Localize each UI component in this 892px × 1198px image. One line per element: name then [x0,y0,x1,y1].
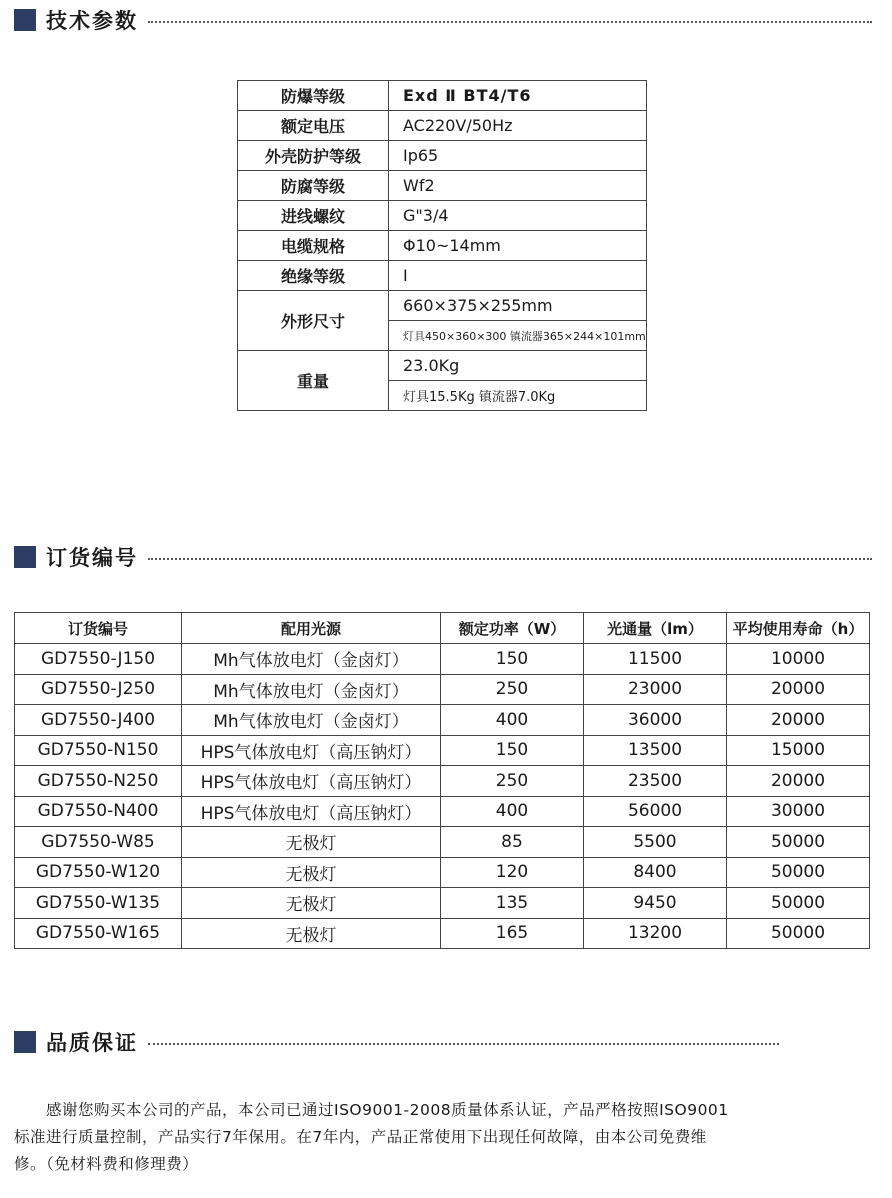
table-cell: 20000 [727,705,870,736]
section-title: 订货编号 [46,546,138,570]
table-row [238,201,647,231]
table-row [15,674,870,705]
spec-label: 进线螺纹 [238,201,389,231]
table-cell: 56000 [584,796,727,827]
dotted-divider [148,558,872,560]
column-header: 配用光源 [182,613,441,644]
table-row [238,351,647,381]
table-cell: 无极灯 [182,888,441,919]
table-row [238,141,647,171]
table-cell: GD7550-J150 [15,644,182,675]
table-row [15,857,870,888]
table-cell: 10000 [727,644,870,675]
table-cell: 250 [441,766,584,797]
table-cell: 20000 [727,674,870,705]
table-cell: 无极灯 [182,918,441,949]
spec-value: Exd Ⅱ BT4/T6 [389,81,647,111]
spec-value: 23.0Kg [389,351,647,381]
table-row [15,827,870,858]
table-cell: GD7550-W120 [15,857,182,888]
spec-label: 外壳防护等级 [238,141,389,171]
spec-value: AC220V/50Hz [389,111,647,141]
spec-label: 防爆等级 [238,81,389,111]
table-cell: 150 [441,644,584,675]
spec-value: Wf2 [389,171,647,201]
quality-line: 修。（免材料费和修理费） [14,1155,199,1173]
table-row [238,81,647,111]
quality-paragraph [14,1097,866,1178]
table-row [15,766,870,797]
table-cell: 250 [441,674,584,705]
table-cell: 400 [441,705,584,736]
spec-label: 电缆规格 [238,231,389,261]
quality-line: 感谢您购买本公司的产品，本公司已通过ISO9001-2008质量体系认证，产品严格按照ISO9001 [14,1101,729,1119]
table-row [15,735,870,766]
table-cell: 无极灯 [182,827,441,858]
spec-value: Ip65 [389,141,647,171]
section-square-icon [14,1031,36,1053]
table-cell: 50000 [727,918,870,949]
table-cell: 50000 [727,888,870,919]
table-cell: 11500 [584,644,727,675]
table-cell: 9450 [584,888,727,919]
spec-value: I [389,261,647,291]
spec-value: Φ10~14mm [389,231,647,261]
table-cell: GD7550-J400 [15,705,182,736]
section-header-order [14,542,872,572]
table-cell: 30000 [727,796,870,827]
table-cell: 8400 [584,857,727,888]
table-cell: GD7550-J250 [15,674,182,705]
dotted-divider [148,21,872,23]
section-title: 技术参数 [46,9,138,33]
section-title: 品质保证 [46,1031,138,1055]
column-header: 光通量（lm） [584,613,727,644]
table-row [238,261,647,291]
table-cell: Mh气体放电灯（金卤灯） [182,705,441,736]
table-row [15,918,870,949]
table-cell: 120 [441,857,584,888]
table-cell: 135 [441,888,584,919]
table-cell: 13200 [584,918,727,949]
spec-label: 绝缘等级 [238,261,389,291]
order-table [14,612,870,949]
table-row [15,705,870,736]
table-cell: GD7550-W135 [15,888,182,919]
table-cell: 50000 [727,827,870,858]
section-header-specs [14,5,872,35]
table-cell: HPS气体放电灯（高压钠灯） [182,766,441,797]
table-cell: GD7550-W165 [15,918,182,949]
table-row [238,231,647,261]
table-row [238,171,647,201]
table-cell: 400 [441,796,584,827]
column-header: 订货编号 [15,613,182,644]
table-cell: 5500 [584,827,727,858]
quality-line: 标准进行质量控制，产品实行7年保用。在7年内，产品正常使用下出现任何故障，由本公司免费维 [14,1128,707,1146]
order-table-body [15,644,870,949]
dotted-divider [148,1043,779,1045]
table-cell: 23000 [584,674,727,705]
table-cell: 165 [441,918,584,949]
table-cell: 50000 [727,857,870,888]
table-cell: 36000 [584,705,727,736]
table-cell: 无极灯 [182,857,441,888]
section-square-icon [14,9,36,31]
table-row [238,111,647,141]
table-cell: GD7550-W85 [15,827,182,858]
table-cell: 13500 [584,735,727,766]
spec-table [237,80,647,411]
table-cell: 23500 [584,766,727,797]
table-cell: GD7550-N250 [15,766,182,797]
column-header: 额定功率（W） [441,613,584,644]
table-cell: 15000 [727,735,870,766]
section-square-icon [14,546,36,568]
table-row [15,888,870,919]
table-cell: 20000 [727,766,870,797]
table-row [15,644,870,675]
table-header-row [15,613,870,644]
spec-value: 660×375×255mm [389,291,647,321]
spec-value: G"3/4 [389,201,647,231]
column-header: 平均使用寿命（h） [727,613,870,644]
spec-detail: 灯具450×360×300 镇流器365×244×101mm [389,321,647,351]
table-row [15,796,870,827]
table-cell: HPS气体放电灯（高压钠灯） [182,796,441,827]
table-cell: Mh气体放电灯（金卤灯） [182,674,441,705]
section-header-quality [14,1027,779,1057]
table-cell: GD7550-N150 [15,735,182,766]
table-cell: 85 [441,827,584,858]
table-cell: GD7550-N400 [15,796,182,827]
table-cell: Mh气体放电灯（金卤灯） [182,644,441,675]
spec-label: 额定电压 [238,111,389,141]
spec-label: 重量 [238,351,389,411]
table-row [238,291,647,321]
spec-detail: 灯具15.5Kg 镇流器7.0Kg [389,381,647,411]
table-cell: 150 [441,735,584,766]
spec-label: 防腐等级 [238,171,389,201]
spec-label: 外形尺寸 [238,291,389,351]
table-cell: HPS气体放电灯（高压钠灯） [182,735,441,766]
